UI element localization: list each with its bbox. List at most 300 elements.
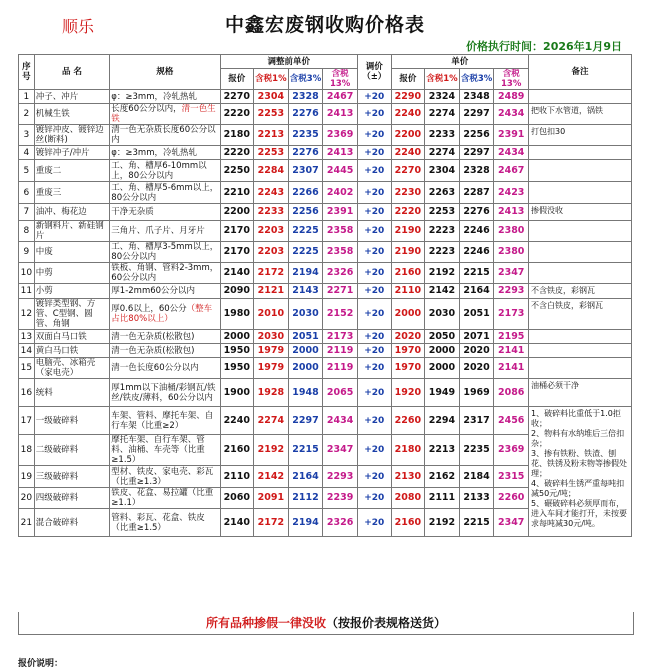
item-name: 油冲、梅花边 xyxy=(34,204,110,221)
price-after: 2110 xyxy=(391,284,425,299)
price-before: 2307 xyxy=(288,160,323,182)
price-before: 2276 xyxy=(288,104,323,125)
price-before: 2010 xyxy=(254,299,289,330)
price-before: 2192 xyxy=(254,435,289,466)
price-after: 2223 xyxy=(425,242,460,263)
price-before: 2434 xyxy=(323,407,358,435)
price-after: 2380 xyxy=(494,242,529,263)
price-after: 2020 xyxy=(459,358,494,379)
price-before: 2271 xyxy=(323,284,358,299)
item-spec xyxy=(110,204,220,221)
spec-text: 铁皮、花盒、易拉罐（比重≥1.1） xyxy=(111,488,214,508)
item-spec xyxy=(110,330,220,344)
item-spec xyxy=(110,299,220,330)
after-subheader: 含税3% xyxy=(459,69,494,90)
price-after: 2164 xyxy=(459,284,494,299)
spec-text: 清一色无杂质长度60公分以内 xyxy=(111,125,216,145)
price-adjustment: +20 xyxy=(357,509,391,537)
price-before: 1900 xyxy=(220,379,254,407)
price-after: 2489 xyxy=(494,90,529,104)
price-after: 2297 xyxy=(459,146,494,160)
price-after: 2180 xyxy=(391,435,425,466)
item-spec xyxy=(110,466,220,488)
item-name: 混合破碎料 xyxy=(34,509,110,537)
spec-text: 车架、管料、摩托车架、自行车架（比重≥2） xyxy=(111,410,214,431)
table-row xyxy=(19,125,632,146)
row-remark: 打包扣30 xyxy=(529,125,632,146)
price-before: 2215 xyxy=(288,435,323,466)
price-after: 2246 xyxy=(459,221,494,242)
price-after: 2111 xyxy=(425,488,460,509)
price-before: 2256 xyxy=(288,204,323,221)
item-spec xyxy=(110,263,220,284)
price-adjustment: +20 xyxy=(357,344,391,358)
price-after: 2347 xyxy=(494,509,529,537)
header-remark: 备注 xyxy=(529,55,632,90)
price-before: 2266 xyxy=(288,182,323,204)
price-after: 2317 xyxy=(459,407,494,435)
price-after: 2369 xyxy=(494,435,529,466)
before-subheader: 报价 xyxy=(220,69,254,90)
price-before: 2210 xyxy=(220,182,254,204)
table-row xyxy=(19,221,632,242)
price-adjustment: +20 xyxy=(357,182,391,204)
price-before: 2172 xyxy=(254,509,289,537)
price-after: 2270 xyxy=(391,160,425,182)
row-number: 13 xyxy=(19,330,35,344)
price-after: 2328 xyxy=(459,160,494,182)
price-after: 2240 xyxy=(391,104,425,125)
price-after: 2190 xyxy=(391,221,425,242)
item-spec xyxy=(110,344,220,358)
price-after: 2456 xyxy=(494,407,529,435)
price-after: 2434 xyxy=(494,146,529,160)
item-name: 镀锌冲子/冲片 xyxy=(34,146,110,160)
price-adjustment: +20 xyxy=(357,435,391,466)
row-number: 6 xyxy=(19,182,35,204)
price-after: 2347 xyxy=(494,263,529,284)
price-after: 2274 xyxy=(425,104,460,125)
price-before: 2347 xyxy=(323,435,358,466)
price-before: 2326 xyxy=(323,263,358,284)
price-after: 2160 xyxy=(391,509,425,537)
price-before: 2369 xyxy=(323,125,358,146)
item-name: 四级破碎料 xyxy=(34,488,110,509)
price-after: 2294 xyxy=(425,407,460,435)
price-before: 2170 xyxy=(220,242,254,263)
price-before: 2297 xyxy=(288,407,323,435)
price-before: 1979 xyxy=(254,358,289,379)
price-before: 2250 xyxy=(220,160,254,182)
price-after: 2434 xyxy=(494,104,529,125)
item-name: 机械生铁 xyxy=(34,104,110,125)
price-before: 2243 xyxy=(254,182,289,204)
row-remark xyxy=(529,330,632,344)
price-after: 1970 xyxy=(391,358,425,379)
price-before: 2051 xyxy=(288,330,323,344)
table-row xyxy=(19,344,632,358)
price-before: 2213 xyxy=(254,125,289,146)
table-row xyxy=(19,146,632,160)
table-row xyxy=(19,242,632,263)
price-after: 2315 xyxy=(494,466,529,488)
table-row xyxy=(19,160,632,182)
price-after: 2380 xyxy=(494,221,529,242)
price-before: 2220 xyxy=(220,104,254,125)
item-name: 电脑壳、冰箱壳（家电壳） xyxy=(34,358,110,379)
price-before: 2402 xyxy=(323,182,358,204)
after-subheader: 含税1% xyxy=(425,69,460,90)
price-before: 2253 xyxy=(254,146,289,160)
item-name: 中剪 xyxy=(34,263,110,284)
before-subheader: 含税1% xyxy=(254,69,289,90)
spec-text: 型材、铁皮、家电壳、彩瓦（比重≥1.3） xyxy=(111,466,214,487)
item-name: 新钢料片、新硅钢片 xyxy=(34,221,110,242)
row-number: 12 xyxy=(19,299,35,330)
item-name: 二级破碎料 xyxy=(34,435,110,466)
table-row xyxy=(19,204,632,221)
spec-text: 清一色无杂质(松散包) xyxy=(111,345,195,356)
price-after: 2297 xyxy=(459,104,494,125)
price-before: 2270 xyxy=(220,90,254,104)
price-table xyxy=(18,54,632,537)
price-before: 2326 xyxy=(323,509,358,537)
item-spec xyxy=(110,284,220,299)
item-spec xyxy=(110,182,220,204)
row-number: 5 xyxy=(19,160,35,182)
item-name: 重废三 xyxy=(34,182,110,204)
item-name: 中废 xyxy=(34,242,110,263)
price-before: 2225 xyxy=(288,242,323,263)
price-after: 2080 xyxy=(391,488,425,509)
before-subheader: 含税3% xyxy=(288,69,323,90)
row-remark xyxy=(529,242,632,263)
price-after: 2160 xyxy=(391,263,425,284)
spec-text: 摩托车架、自行车架、管料、油桶、车壳等（比重≥1.5） xyxy=(111,435,205,465)
price-after: 2304 xyxy=(425,160,460,182)
price-before: 2000 xyxy=(288,358,323,379)
row-remark xyxy=(529,358,632,379)
item-spec xyxy=(110,488,220,509)
price-adjustment: +20 xyxy=(357,160,391,182)
header-after-group: 单价 xyxy=(391,55,528,69)
row-number: 7 xyxy=(19,204,35,221)
spec-text: 厚1mm以下油桶/彩钢瓦/铁丝/铁皮/薄料，60公分以内 xyxy=(111,382,216,403)
item-name: 黄白马口铁 xyxy=(34,344,110,358)
price-adjustment: +20 xyxy=(357,104,391,125)
footer-note xyxy=(18,612,634,635)
spec-text: 工、角、槽厚3-5mm以上，80公分以内 xyxy=(111,242,219,262)
footer-instruction: （按报价表规格送货） xyxy=(326,616,447,630)
spec-text: 工、角、槽厚5-6mm以上，80公分以内 xyxy=(111,182,219,203)
effective-date: 价格执行时间：2026年1月9日 xyxy=(466,40,622,53)
table-row xyxy=(19,379,632,407)
price-before: 2164 xyxy=(288,466,323,488)
price-before: 2235 xyxy=(288,125,323,146)
price-adjustment: +20 xyxy=(357,330,391,344)
price-before: 2180 xyxy=(220,125,254,146)
price-after: 2190 xyxy=(391,242,425,263)
price-after: 2290 xyxy=(391,90,425,104)
after-subheader: 报价 xyxy=(391,69,425,90)
item-name: 双面白马口铁 xyxy=(34,330,110,344)
price-after: 2246 xyxy=(459,242,494,263)
price-before: 2091 xyxy=(254,488,289,509)
price-after: 2195 xyxy=(494,330,529,344)
price-after: 2391 xyxy=(494,125,529,146)
row-number: 2 xyxy=(19,104,35,125)
price-before: 2119 xyxy=(323,344,358,358)
corner-label: 顺乐 xyxy=(62,17,95,36)
price-before: 2225 xyxy=(288,221,323,242)
price-before: 2240 xyxy=(220,407,254,435)
header-name: 品 名 xyxy=(34,55,110,90)
header-spec: 规格 xyxy=(110,55,220,90)
price-after: 2141 xyxy=(494,358,529,379)
price-after: 2184 xyxy=(459,466,494,488)
item-name: 统料 xyxy=(34,379,110,407)
row-remark xyxy=(529,221,632,242)
price-after: 1970 xyxy=(391,344,425,358)
price-before: 2220 xyxy=(220,146,254,160)
price-adjustment: +20 xyxy=(357,125,391,146)
price-before: 2293 xyxy=(323,466,358,488)
item-name: 冲子、冲片 xyxy=(34,90,110,104)
item-spec xyxy=(110,104,220,125)
item-spec xyxy=(110,435,220,466)
row-number: 9 xyxy=(19,242,35,263)
item-name: 三级破碎料 xyxy=(34,466,110,488)
spec-text: 工、角、槽厚6-10mm以上，80公分以内 xyxy=(111,160,207,181)
price-after: 2030 xyxy=(425,299,460,330)
price-before: 2143 xyxy=(288,284,323,299)
header-adjust: 调价（±） xyxy=(357,55,391,90)
price-before: 2200 xyxy=(220,204,254,221)
item-spec xyxy=(110,221,220,242)
price-before: 2110 xyxy=(220,466,254,488)
row-remark: 不含白铁皮，彩钢瓦 xyxy=(529,299,632,330)
spec-text: φ：≥3mm，冷轧热轧 xyxy=(111,147,197,158)
price-before: 2445 xyxy=(323,160,358,182)
item-spec xyxy=(110,90,220,104)
table-row xyxy=(19,263,632,284)
footer-warning: 所有品种掺假一律没收 xyxy=(205,616,326,630)
price-after: 2274 xyxy=(425,146,460,160)
price-before: 2030 xyxy=(288,299,323,330)
price-before: 2170 xyxy=(220,221,254,242)
price-before: 1928 xyxy=(254,379,289,407)
spec-text: 三角片、爪子片、月牙片 xyxy=(111,226,205,236)
price-before: 2413 xyxy=(323,104,358,125)
spec-text: 长度60公分以内， xyxy=(111,104,182,114)
row-number: 3 xyxy=(19,125,35,146)
row-remark xyxy=(529,344,632,358)
price-after: 2000 xyxy=(391,299,425,330)
item-spec xyxy=(110,509,220,537)
item-spec xyxy=(110,358,220,379)
price-after: 2020 xyxy=(391,330,425,344)
row-remark: 把收下水管道，锅铁 xyxy=(529,104,632,125)
header-seq: 序号 xyxy=(19,55,35,90)
price-adjustment: +20 xyxy=(357,488,391,509)
price-after: 2293 xyxy=(494,284,529,299)
price-after: 2276 xyxy=(459,204,494,221)
price-before: 2112 xyxy=(288,488,323,509)
row-remark: 掺假没收 xyxy=(529,204,632,221)
price-adjustment: +20 xyxy=(357,466,391,488)
price-adjustment: +20 xyxy=(357,379,391,407)
price-after: 2200 xyxy=(391,125,425,146)
price-after: 2256 xyxy=(459,125,494,146)
spec-text: 管料、彩瓦、花盒、铁皮（比重≥1.5） xyxy=(111,512,205,533)
row-number: 16 xyxy=(19,379,35,407)
table-row xyxy=(19,358,632,379)
price-after: 2263 xyxy=(425,182,460,204)
item-spec xyxy=(110,242,220,263)
price-before: 2194 xyxy=(288,509,323,537)
row-number: 18 xyxy=(19,435,35,466)
price-before: 2030 xyxy=(254,330,289,344)
price-before: 2304 xyxy=(254,90,289,104)
price-before: 2233 xyxy=(254,204,289,221)
price-before: 2467 xyxy=(323,90,358,104)
table-row xyxy=(19,330,632,344)
spec-text: 厚0.6以上，60公分 xyxy=(111,304,187,314)
price-after: 2260 xyxy=(494,488,529,509)
row-number: 20 xyxy=(19,488,35,509)
price-after: 2133 xyxy=(459,488,494,509)
price-before: 2276 xyxy=(288,146,323,160)
row-remark xyxy=(529,90,632,104)
price-before: 2413 xyxy=(323,146,358,160)
price-before: 2000 xyxy=(220,330,254,344)
table-row xyxy=(19,299,632,330)
bottom-label: 报价说明： xyxy=(18,659,64,669)
price-after: 1969 xyxy=(459,379,494,407)
table-row xyxy=(19,407,632,435)
price-before: 2000 xyxy=(288,344,323,358)
row-remark xyxy=(529,263,632,284)
price-before: 1948 xyxy=(288,379,323,407)
price-before: 1950 xyxy=(220,344,254,358)
price-before: 2253 xyxy=(254,104,289,125)
spec-text: 清一色长度60公分以内 xyxy=(111,363,199,373)
price-after: 2162 xyxy=(425,466,460,488)
item-name: 镀锌冲皮、镀锌边丝(断料) xyxy=(34,125,110,146)
item-name: 镀锌类型钢、方管、C型钢、圆管、角钢 xyxy=(34,299,110,330)
price-adjustment: +20 xyxy=(357,204,391,221)
crushed-material-remarks: 1、破碎料比重低于1.0拒收； 2、物料有水纳堆后三倍扣杂； 3、掺有铁粉、铁渣、刨花、铁锈及粉末物等掺假处理； 4、破碎料生锈严重每吨扣减50元/吨； 5、碾破碎料必须厚而布，进入车间才能打开，未按要求每吨减30元/吨。 xyxy=(529,407,632,537)
header-before-group: 调整前单价 xyxy=(220,55,357,69)
price-before: 2328 xyxy=(288,90,323,104)
price-before: 2173 xyxy=(323,330,358,344)
price-before: 2203 xyxy=(254,221,289,242)
row-remark: 油桶必须干净 xyxy=(529,379,632,407)
price-after: 1949 xyxy=(425,379,460,407)
spec-text: 铁板、角钢、管料2-3mm，60公分以内 xyxy=(111,263,219,283)
price-after: 2051 xyxy=(459,299,494,330)
spec-text: 厚1-2mm60公分以内 xyxy=(111,286,196,296)
price-before: 1980 xyxy=(220,299,254,330)
price-before: 2358 xyxy=(323,221,358,242)
price-before: 2358 xyxy=(323,242,358,263)
after-subheader: 含税13% xyxy=(494,69,529,90)
price-after: 1920 xyxy=(391,379,425,407)
price-before: 2391 xyxy=(323,204,358,221)
row-number: 10 xyxy=(19,263,35,284)
row-number: 11 xyxy=(19,284,35,299)
price-after: 2223 xyxy=(425,221,460,242)
row-number: 8 xyxy=(19,221,35,242)
price-before: 2142 xyxy=(254,466,289,488)
price-after: 2253 xyxy=(425,204,460,221)
row-number: 1 xyxy=(19,90,35,104)
page-title: 中鑫宏废钢收购价格表 xyxy=(224,14,425,36)
spec-highlight: （整车占比80%以上） xyxy=(111,304,213,324)
price-adjustment: +20 xyxy=(357,407,391,435)
item-spec xyxy=(110,160,220,182)
item-spec xyxy=(110,379,220,407)
row-number: 15 xyxy=(19,358,35,379)
row-remark xyxy=(529,182,632,204)
price-after: 2413 xyxy=(494,204,529,221)
price-after: 2324 xyxy=(425,90,460,104)
price-adjustment: +20 xyxy=(357,299,391,330)
row-remark xyxy=(529,146,632,160)
price-before: 1979 xyxy=(254,344,289,358)
row-number: 21 xyxy=(19,509,35,537)
price-after: 2423 xyxy=(494,182,529,204)
price-adjustment: +20 xyxy=(357,221,391,242)
price-adjustment: +20 xyxy=(357,358,391,379)
price-after: 2260 xyxy=(391,407,425,435)
price-adjustment: +20 xyxy=(357,263,391,284)
item-spec xyxy=(110,407,220,435)
spec-text: φ：≥3mm，冷轧热轧 xyxy=(111,91,197,102)
price-after: 2000 xyxy=(425,358,460,379)
price-before: 2203 xyxy=(254,242,289,263)
price-before: 2152 xyxy=(323,299,358,330)
table-row xyxy=(19,182,632,204)
price-after: 2142 xyxy=(425,284,460,299)
row-remark: 不含铁皮，彩钢瓦 xyxy=(529,284,632,299)
price-before: 2160 xyxy=(220,435,254,466)
price-after: 2230 xyxy=(391,182,425,204)
item-name: 重废二 xyxy=(34,160,110,182)
price-after: 2192 xyxy=(425,509,460,537)
price-after: 2086 xyxy=(494,379,529,407)
item-spec xyxy=(110,146,220,160)
table-row xyxy=(19,90,632,104)
price-before: 2060 xyxy=(220,488,254,509)
price-adjustment: +20 xyxy=(357,242,391,263)
row-number: 17 xyxy=(19,407,35,435)
price-after: 2235 xyxy=(459,435,494,466)
price-before: 2172 xyxy=(254,263,289,284)
price-after: 2287 xyxy=(459,182,494,204)
row-number: 14 xyxy=(19,344,35,358)
price-before: 2119 xyxy=(323,358,358,379)
price-after: 2173 xyxy=(494,299,529,330)
spec-text: 干净无杂质 xyxy=(111,207,154,217)
spec-highlight: 清一色生铁 xyxy=(111,104,216,124)
row-number: 4 xyxy=(19,146,35,160)
price-after: 2141 xyxy=(494,344,529,358)
price-before: 1950 xyxy=(220,358,254,379)
spec-text: 清一色无杂质(松散包) xyxy=(111,331,195,342)
price-after: 2215 xyxy=(459,263,494,284)
price-adjustment: +20 xyxy=(357,284,391,299)
